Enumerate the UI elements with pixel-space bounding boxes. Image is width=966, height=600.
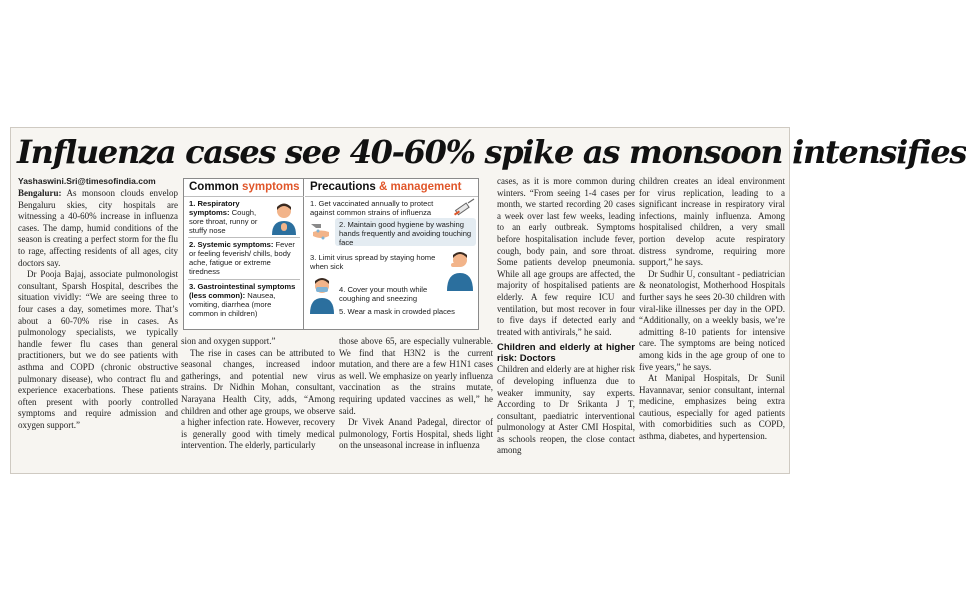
divider — [184, 196, 304, 197]
headline: Influenza cases see 40-60% spike as monsoon intensifies — [17, 133, 966, 171]
paragraph: Dr Sudhir U, consultant - pediatrician & neonatologist, Motherhood Hospitals further says he sees 20-30 children with viral-like illnesses per day in the OPD. “Additionally, on a weekly basis, we’re admitting 8-10 patients for intensive care. The symptoms are being noticed among kids in the age group of one to five years,” he says. — [639, 268, 785, 372]
byline: Yashaswini.Sri@timesofindia.com — [18, 176, 156, 186]
paragraph: Dr Pooja Bajaj, associate pulmonologist consultant, Sparsh Hospital, describes the situation vividly: “We are seeing three to four cases a day, sometimes more. That’s about a 60-70% rise in cases. As pulmonology specialists, we typically handle fewer flu cases than general practitioners, but we do see patients with asthma and COPD (chronic obstructive pulmonary disease), who contract flu and experience exacerbations. These patients often present with poorly controlled symptoms and require admission and oxygen support.” — [18, 269, 178, 430]
paragraph: those above 65, are especially vulnerable. We find that H3N2 is the current mutation, and there are a few H1N1 cases as well. We emphasize on yearly influenza vaccination as the strains mutate, requiring updated vaccines as well,” he said. — [339, 336, 493, 416]
precautions-panel — [305, 179, 478, 329]
subheading: Children and elderly at higher risk: Doctors — [497, 342, 635, 365]
divider — [188, 237, 300, 238]
article-column-3 — [339, 336, 493, 472]
symptom-text: Nausea, vomiting, diarrhea (more common in children) — [189, 291, 276, 318]
article-column-2 — [181, 336, 335, 472]
sneezing-person-icon — [445, 249, 475, 291]
article-column-1 — [18, 188, 178, 472]
precaution-vaccination: 1. Get vaccinated annually to protect against common strains of influenza — [310, 199, 434, 217]
paragraph: The rise in cases can be attributed to seasonal changes, increased indoor gatherings, and potential new virus strains. Dr Nidhin Mohan, consultant, Narayana Health City, adds, “Among children and other age groups, we observe a higher infection rate. However, recovery is generally good with timely medical intervention. The elderly, particularly — [181, 347, 335, 451]
symptom-text: Fever or feeling feverish/ chills, body ache, fatigue or extreme tiredness — [189, 240, 295, 276]
symptom-systemic — [189, 240, 301, 276]
coughing-person-icon — [268, 201, 300, 235]
precaution-cover-mouth: 4. Cover your mouth while coughing and sneezing — [339, 285, 428, 303]
article-column-5 — [639, 176, 785, 472]
symptoms-title — [189, 181, 300, 193]
newspaper-clipping — [10, 127, 966, 474]
paragraph-text: As monsoon clouds envelop Bengaluru skies, city hospitals are witnessing a 40-60% increase in influenza cases. The damp, humid conditions of the season is creating a perfect storm for the flu to rage, affecting residents of all ages, city doctors say. — [18, 188, 178, 268]
precautions-title-accent: & management — [379, 181, 462, 193]
precautions-title-text: Precautions — [310, 181, 376, 193]
handwashing-icon — [309, 220, 333, 242]
symptom-heading: 1. Respiratory symptoms: — [189, 199, 240, 217]
paragraph: sion and oxygen support.” — [181, 336, 276, 346]
symptom-gastrointestinal — [189, 282, 301, 318]
paragraph: cases, as it is more common during winters. “From seeing 1-4 cases per month, we started recording 20 cases a week over last few weeks, leading to an early outbreak. Symptoms before hospitalisation include fever, cough, body pain, and sore throat. Some patients develop pneumonia. While all age groups are affected, the majority of hospitalised patients are elderly. A few require ICU and ventilation, but most recover in four to five days if detected early and treated with antivirals,” he said. — [497, 176, 635, 337]
precaution-hygiene: 2. Maintain good hygiene by washing hands frequently and avoiding touching face — [339, 220, 472, 247]
infographic-box — [183, 178, 479, 330]
paragraph: Dr Vivek Anand Padegal, director of pulmonology, Fortis Hospital, sheds light on the unseasonal increase in influenza — [339, 417, 493, 451]
symptom-text: Cough, sore throat, runny or stuffy nose — [189, 208, 258, 235]
paragraph: Children and elderly are at higher risk of developing influenza due to weaker immunity, say experts. According to Dr Srikanta J T, consultant, paediatric interventional pulmonology at Aster CMI Hospital, as schools reopen, the close contact among — [497, 364, 635, 456]
precaution-stay-home: 3. Limit virus spread by staying home when sick — [310, 253, 436, 271]
symptom-respiratory — [189, 199, 267, 235]
paragraph: At Manipal Hospitals, Dr Sunil Havannavar, senior consultant, internal medicine, emphasizes being extra cautious, especially for aged patients with comorbidities such as COPD, asthma, diabetes, and hypertension. — [639, 373, 785, 442]
dateline: Bengaluru: — [18, 188, 62, 198]
paragraph — [18, 188, 178, 269]
symptom-heading: 2. Systemic symptoms: — [189, 240, 274, 249]
symptoms-title-accent: symptoms — [242, 181, 300, 193]
precautions-title — [310, 181, 461, 193]
article-column-4 — [497, 176, 635, 472]
syringe-icon — [453, 199, 475, 219]
divider — [305, 196, 478, 197]
masked-person-icon — [309, 276, 335, 314]
paragraph: children creates an ideal environment for virus replication, leading to a significant increase in respiratory viral infections, mainly influenza. Among hospitalised children, a very small portion develop acute respiratory distress syndrome, requiring more support,” he says. — [639, 176, 785, 268]
symptom-heading: 3. Gastrointestinal symptoms (less common): — [189, 282, 296, 300]
precaution-mask: 5. Wear a mask in crowded places — [339, 307, 455, 316]
symptoms-panel — [184, 179, 304, 329]
symptoms-title-text: Common — [189, 181, 239, 193]
divider — [188, 279, 300, 280]
